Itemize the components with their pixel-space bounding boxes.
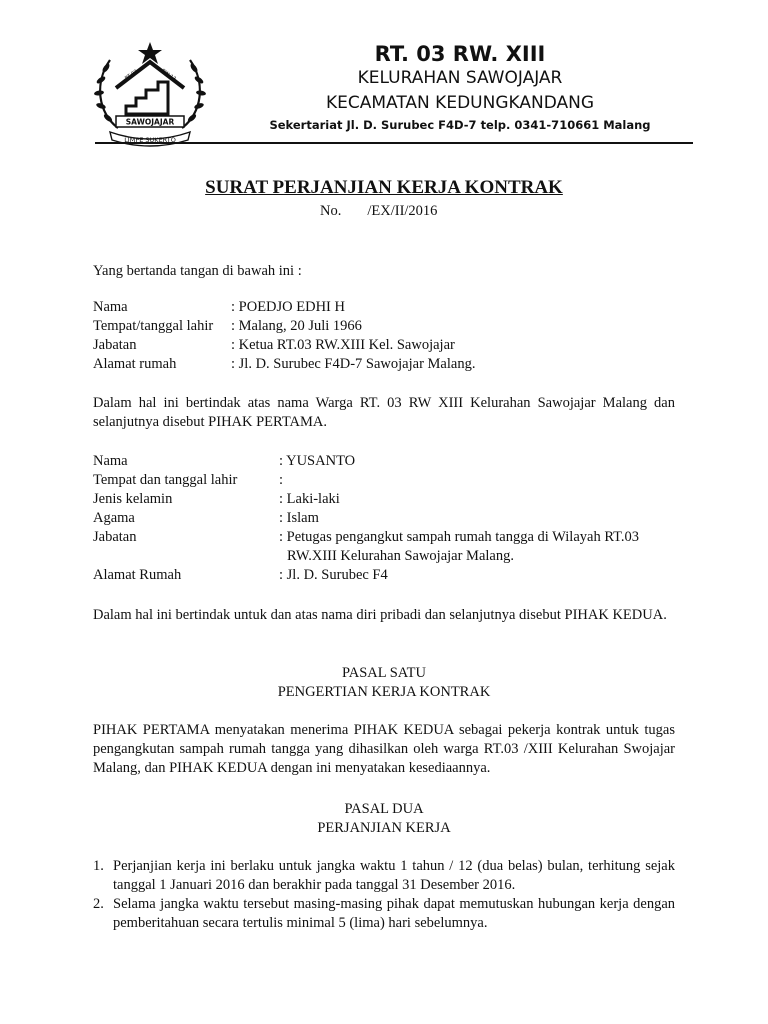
logo-ribbon-text: LIMPE SUKERTO <box>124 136 176 144</box>
document-title: SURAT PERJANJIAN KERJA KONTRAK <box>205 177 563 198</box>
party1-label: Tempat/tanggal lahir <box>93 318 214 334</box>
sawojajar-logo <box>88 38 212 148</box>
party2-value-line1: : Petugas pengangkut sampah rumah tangga di Wilayah RT.03 <box>279 529 640 545</box>
logo-arc-left-text: RT 03 <box>123 68 139 82</box>
party2-label: Alamat Rumah <box>93 567 182 583</box>
party2-row <box>93 528 639 566</box>
party2-label: Jenis kelamin <box>93 491 173 507</box>
pasal1-heading: PASAL SATU <box>342 665 426 681</box>
letterhead-title: RT. 03 RW. XIII <box>374 42 546 66</box>
party2-label: Nama <box>93 453 128 469</box>
party2-statement: Dalam hal ini bertindak untuk dan atas nama diri pribadi dan selanjutnya disebut PIHAK KEDUA. <box>93 607 667 623</box>
list-item <box>93 857 675 895</box>
party2-value-line2: RW.XIII Kelurahan Sawojajar Malang. <box>287 548 514 564</box>
document-number <box>320 202 437 221</box>
party2-row <box>93 566 639 585</box>
party2-value: : Jl. D. Surubec F4 <box>279 567 388 583</box>
letterhead-address: Sekertariat Jl. D. Surubec F4D-7 telp. 0341-710661 Malang <box>269 118 651 132</box>
party1-row <box>93 336 475 355</box>
list-item <box>93 895 675 933</box>
logo-name-text: SAWOJAJAR <box>125 117 175 127</box>
letterhead-divider <box>95 142 693 144</box>
party1-value: : Malang, 20 Juli 1966 <box>231 318 362 334</box>
pasal2-heading: PASAL DUA <box>344 801 424 817</box>
logo-arc-right-text: RW 13 <box>160 68 177 83</box>
party2-value <box>279 528 639 566</box>
pasal2-subheading: PERJANJIAN KERJA <box>317 820 451 836</box>
pasal1-subheading: PENGERTIAN KERJA KONTRAK <box>277 684 491 700</box>
party2-row <box>93 490 639 509</box>
pasal2-list <box>93 857 675 933</box>
list-item-number: 1. <box>93 858 104 874</box>
party1-value: : POEDJO EDHI H <box>231 299 345 315</box>
list-item-text: Selama jangka waktu tersebut masing-masing pihak dapat memutuskan hubungan kerja dengan pemberitahuan secara tertulis minimal 5 (lima) hari sebelumnya. <box>113 896 675 931</box>
party1-value: : Jl. D. Surubec F4D-7 Sawojajar Malang. <box>231 356 476 372</box>
party2-value: : <box>279 472 284 488</box>
party2-value: : Islam <box>279 510 319 526</box>
document-number-value: /EX/II/2016 <box>367 203 438 219</box>
party1-row <box>93 317 475 336</box>
intro-text: Yang bertanda tangan di bawah ini : <box>93 263 302 279</box>
party2-value: : YUSANTO <box>279 453 356 469</box>
party1-label: Alamat rumah <box>93 356 177 372</box>
party1-row <box>93 355 475 374</box>
party1-table <box>93 298 475 374</box>
party2-label: Jabatan <box>93 529 137 545</box>
party2-label: Tempat dan tanggal lahir <box>93 472 238 488</box>
document-number-label: No. <box>320 203 342 219</box>
party2-row <box>93 509 639 528</box>
party1-label: Nama <box>93 299 128 315</box>
party1-value: : Ketua RT.03 RW.XIII Kel. Sawojajar <box>231 337 455 353</box>
letterhead-kecamatan: KECAMATAN KEDUNGKANDANG <box>326 93 594 113</box>
party2-row <box>93 471 639 490</box>
letterhead-kelurahan: KELURAHAN SAWOJAJAR <box>357 68 563 88</box>
party1-row <box>93 298 475 317</box>
list-item-number: 2. <box>93 896 104 912</box>
party1-label: Jabatan <box>93 337 137 353</box>
party1-statement: Dalam hal ini bertindak atas nama Warga RT. 03 RW XIII Kelurahan Sawojajar Malang dan selanjutnya disebut PIHAK PERTAMA. <box>93 395 675 430</box>
party2-value: : Laki-laki <box>279 491 340 507</box>
pasal1-text: PIHAK PERTAMA menyatakan menerima PIHAK KEDUA sebagai pekerja kontrak untuk tugas pengangkutan sampah rumah tangga yang dihasilkan oleh warga RT.03 /XIII Kelurahan Swojajar Malang, dan PIHAK KEDUA dengan ini menyatakan kesediaannya. <box>93 722 675 776</box>
list-item-text: Perjanjian kerja ini berlaku untuk jangka waktu 1 tahun / 12 (dua belas) bulan, terhitung sejak tanggal 1 Januari 2016 dan berakhir pada tanggal 31 Desember 2016. <box>113 858 675 893</box>
party2-table <box>93 452 639 585</box>
party2-row <box>93 452 639 471</box>
party2-label: Agama <box>93 510 135 526</box>
